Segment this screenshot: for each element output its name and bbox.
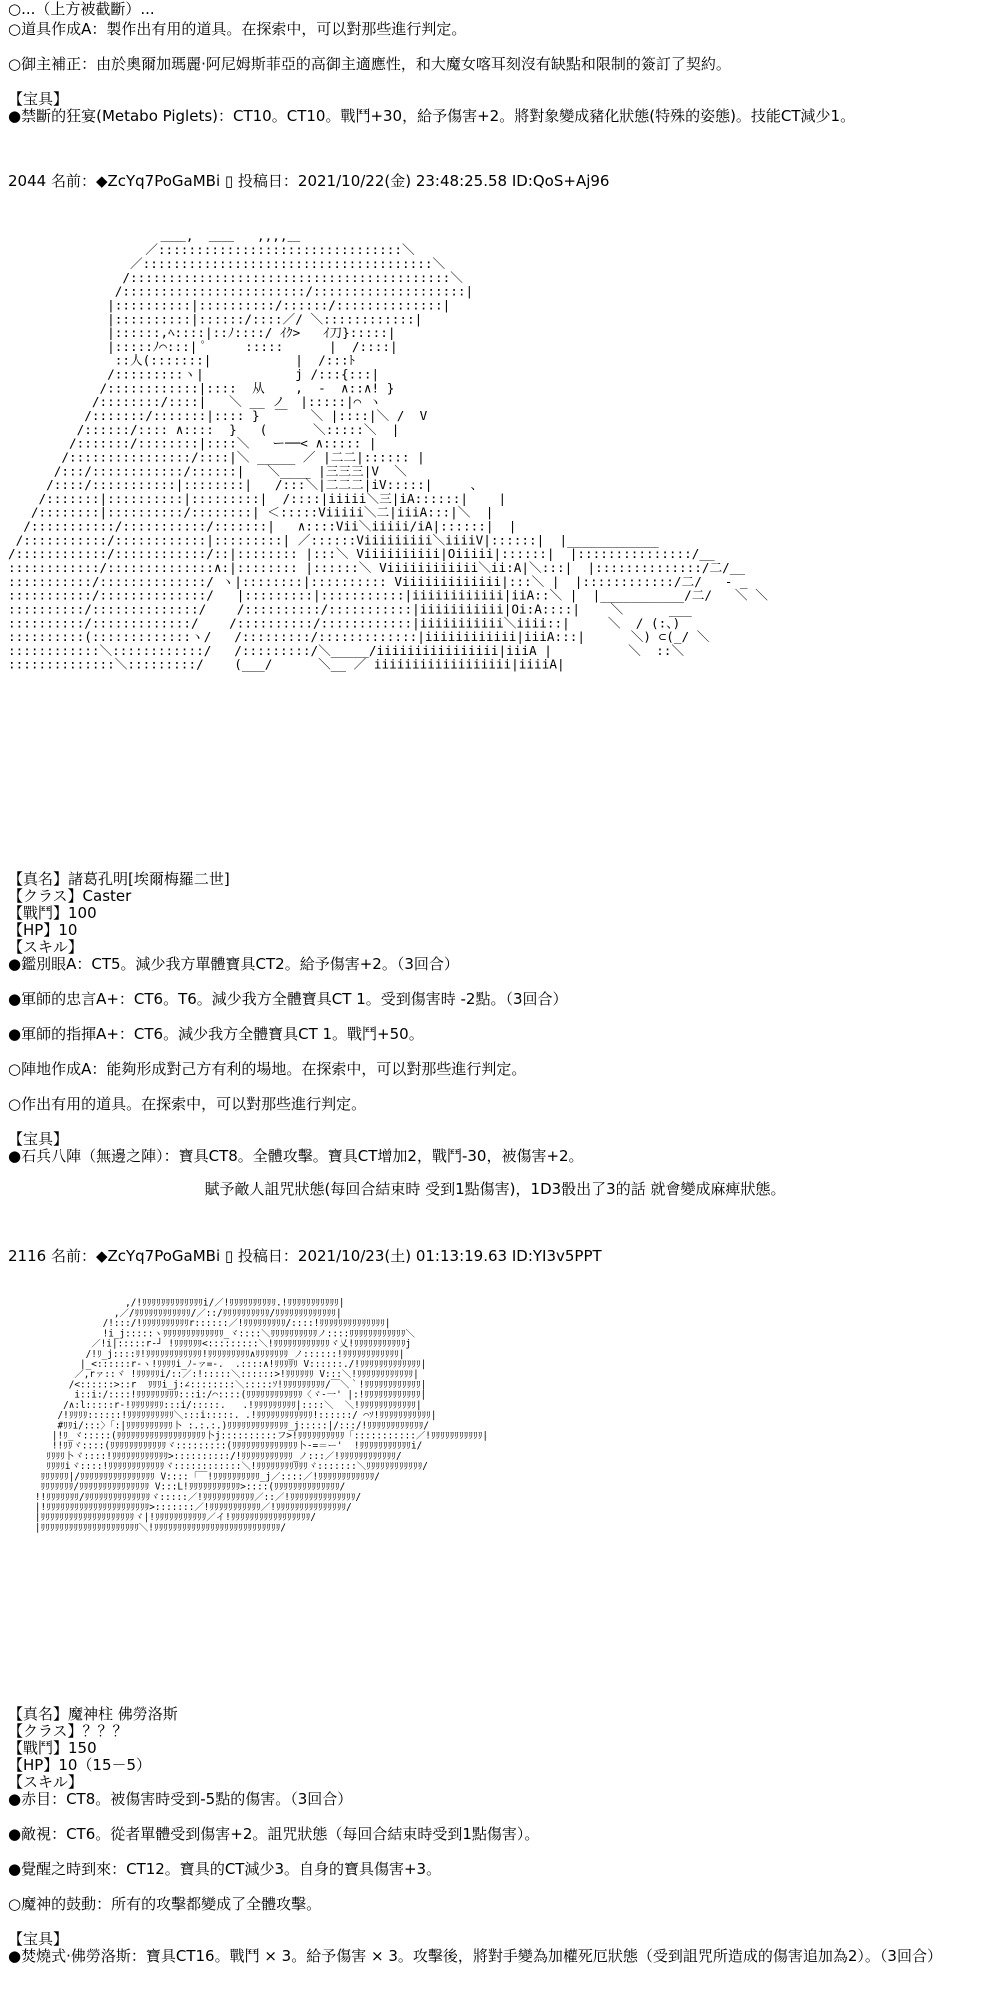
hp-stat: 【HP】10 (8, 921, 78, 939)
skill-item: ●赤目：CT8。被傷害時受到-5點的傷害。（3回合） (8, 1790, 353, 1808)
skill-header: 【スキル】 (8, 938, 83, 956)
skill-item: ○作出有用的道具。在探索中，可以對那些進行判定。 (8, 1095, 367, 1113)
np-entry: ●石兵八陣（無邊之陣）：寶具CT8。全體攻擊。寶具CT增加2，戰鬥-30，被傷害+2。 (8, 1147, 584, 1165)
skill-master-protection: ○御主補正：由於奧爾加瑪麗·阿尼姆斯菲亞的高御主適應性，和大魔女喀耳刻沒有缺點和限制的簽訂了契約。 (8, 55, 731, 73)
skill-item: ●覺醒之時到來：CT12。寶具的CT減少3。自身的寶具傷害+3。 (8, 1860, 442, 1878)
battle-stat: 【戰鬥】100 (8, 904, 97, 922)
skill-item: ○魔神的鼓動：所有的攻擊都變成了全體攻擊。 (8, 1895, 322, 1913)
np-header: 【宝具】 (8, 1930, 69, 1948)
np-header: 【宝具】 (8, 1130, 69, 1148)
skill-tool-making: ○道具作成A：製作出有用的道具。在探索中，可以對那些進行判定。 (8, 20, 467, 38)
class-label: 【クラス】Caster (8, 887, 132, 905)
true-name: 【真名】魔神柱 佛勞洛斯 (8, 1705, 178, 1723)
ascii-art-demon-pillar: ,/!ﾘﾘﾘﾘﾘﾘﾘﾘﾘﾘﾘﾘﾘi/／!ﾘﾘﾘﾘﾘﾘﾘﾘﾘﾘ.!ﾘﾘﾘﾘﾘﾘﾘﾘﾘﾘﾘ| ,／/ﾘﾘﾘﾘﾘﾘﾘﾘﾘﾘﾘﾘ/／::/ﾘﾘﾘﾘﾘﾘﾘﾘﾘﾘ/ﾘﾘﾘﾘﾘﾘﾘﾘﾘﾘﾘﾘﾘ| /!:::/!ﾘﾘﾘﾘﾘﾘﾘﾘﾘﾘr::::::／!ﾘﾘﾘﾘﾘﾘﾘﾘﾘ/::::!ﾘﾘﾘﾘﾘﾘﾘﾘﾘﾘﾘﾘﾘﾘ| !i_j:::::ヽﾘﾘﾘﾘﾘﾘﾘﾘﾘﾘﾘﾘﾘ_ヾ::::＼ﾘﾘﾘﾘﾘﾘﾘﾘﾘﾘノ::::ﾘﾘﾘﾘﾘﾘﾘﾘﾘﾘﾘﾘ＼ ／!i|:::::r‐┘ !ﾘﾘﾘﾘﾘﾘ<:::::::::＼!ﾘﾘﾘﾘﾘﾘﾘﾘﾘﾘﾘﾘヾ乂!ﾘﾘﾘﾘﾘﾘﾘﾘﾘﾘﾘj /!ﾘ_j::::ﾘ!ﾘﾘﾘﾘﾘﾘﾘﾘﾘﾘﾘﾘ!ﾘﾘﾘﾘﾘﾘﾘﾘﾘ∧ﾘﾘﾘﾘﾘﾘﾘ_ノ::::::!ﾘﾘﾘﾘﾘﾘﾘﾘﾘﾘﾘﾘ| |_<::::::r‐ヽ!ﾘﾘﾘﾘi_ﾉ‐ァ=‐. .::::∧!ﾘﾘﾘﾘﾘ V::::::./!ﾘﾘﾘﾘﾘﾘﾘﾘﾘﾘﾘﾘﾘ| ／,rァ::ヾ !ﾘﾘﾘﾘﾘi/::／:!:::::＼::::::>!ﾘﾘﾘﾘﾘﾘ V:::＼!ﾘﾘﾘﾘﾘﾘﾘﾘﾘﾘﾘﾘ| /<::::::>::r ﾘﾘﾘi_j:∠::::::::＼:::::ｿ!ﾘﾘﾘﾘﾘﾘﾘﾘﾘ/￣＼｀!ﾘﾘﾘﾘﾘﾘﾘﾘﾘﾘﾘﾘ| i::i:/::::!ﾘﾘﾘﾘﾘﾘﾘﾘﾘ:::i:/⌒::::(ﾘﾘﾘﾘﾘﾘﾘﾘﾘﾘﾘﾘ〈ヾ‐一' |:!ﾘﾘﾘﾘﾘﾘﾘﾘﾘﾘﾘﾘ| /∧:l:::::r‐!ﾘﾘﾘﾘﾘﾘﾘ:::i/:::::. .!ﾘﾘﾘﾘﾘﾘﾘﾘﾘ|::::＼ ＼!ﾘﾘﾘﾘﾘﾘﾘﾘﾘﾘﾘﾘ| /!ﾘﾘﾘﾘ::::::!ﾘﾘﾘﾘﾘﾘﾘﾘﾘﾘ＼:::i:::::. .!ﾘﾘﾘﾘﾘﾘﾘﾘﾘﾘﾘﾘ!::::::/ ⌒ｿ!ﾘﾘﾘﾘﾘﾘﾘﾘﾘﾘﾘ| #ﾘﾘi/:::〉「:|ﾘﾘﾘﾘﾘﾘﾘﾘﾘﾘ卜 :.:.:.)ﾘﾘﾘﾘﾘﾘﾘﾘﾘﾘﾘﾘﾘ_j:::::|/:::/!ﾘﾘﾘﾘﾘﾘﾘﾘﾘﾘﾘﾘ/ |!ﾘ_ヾ:::::(ﾘﾘﾘﾘﾘﾘﾘﾘﾘﾘﾘﾘﾘﾘﾘﾘﾘﾘﾘ卜j::::::::::フ>!ﾘﾘﾘﾘﾘﾘﾘﾘﾘﾘ「:::::::::::／!ﾘﾘﾘﾘﾘﾘﾘﾘﾘﾘﾘ| !!ﾘﾘヾ::::(ﾘﾘﾘﾘﾘﾘﾘﾘﾘﾘﾘﾘヾ:::::::::(ﾘﾘﾘﾘﾘﾘﾘﾘﾘﾘﾘﾘﾘﾘ卜‐=＝ー' !ﾘﾘﾘﾘﾘﾘﾘﾘﾘﾘﾘi/ ﾘﾘﾘﾘ卜ヾ::::!ﾘﾘﾘﾘﾘﾘﾘﾘﾘﾘﾘﾘ>::::::::::/!ﾘﾘﾘﾘﾘﾘﾘﾘﾘﾘﾘ_ノ:::／!ﾘﾘﾘﾘﾘﾘﾘﾘﾘﾘﾘﾘ/ ﾘﾘﾘﾘiヾ::::!ﾘﾘﾘﾘﾘﾘﾘﾘﾘﾘﾘﾘヾ::::::::::::＼!ﾘﾘﾘﾘﾘﾘﾘﾘﾘﾘﾘヾ:::::::＼ﾘﾘﾘﾘﾘﾘﾘﾘﾘﾘﾘﾘ/ ﾘﾘﾘﾘﾘﾘ|/ﾘﾘﾘﾘﾘﾘﾘﾘﾘﾘﾘﾘﾘﾘﾘﾘ V::::「￣!ﾘﾘﾘﾘﾘﾘﾘﾘﾘﾘ_j／::::／!ﾘﾘﾘﾘﾘﾘﾘﾘﾘﾘﾘﾘ/ ﾘﾘﾘﾘﾘﾘﾘ/ﾘﾘﾘﾘﾘﾘﾘﾘﾘﾘﾘﾘﾘﾘﾘ V:::L!ﾘﾘﾘﾘﾘﾘﾘﾘﾘﾘﾘ>::::(ﾘﾘﾘﾘﾘﾘﾘﾘﾘﾘﾘﾘﾘﾘ/ !!ﾘﾘﾘﾘﾘﾘﾘ/ﾘﾘﾘﾘﾘﾘﾘﾘﾘﾘﾘﾘﾘﾘヾ:::::／!ﾘﾘﾘﾘﾘﾘﾘﾘﾘﾘﾘ／::／!ﾘﾘﾘﾘﾘﾘﾘﾘﾘﾘﾘﾘﾘﾘ/ |!ﾘﾘﾘﾘﾘﾘﾘﾘﾘﾘﾘﾘﾘﾘﾘﾘﾘﾘﾘﾘﾘﾘ>:::::::／!ﾘﾘﾘﾘﾘﾘﾘﾘﾘﾘﾘ／!ﾘﾘﾘﾘﾘﾘﾘﾘﾘﾘﾘﾘﾘﾘﾘ/ |ﾘﾘﾘﾘﾘﾘﾘﾘﾘﾘﾘﾘﾘﾘﾘﾘﾘﾘﾘﾘヾ|!ﾘﾘﾘﾘﾘﾘﾘﾘﾘﾘﾘ／イ!ﾘﾘﾘﾘﾘﾘﾘﾘﾘﾘﾘﾘﾘﾘﾘﾘﾘ/ |ﾘﾘﾘﾘﾘﾘﾘﾘﾘﾘﾘﾘﾘﾘﾘﾘﾘﾘﾘﾘﾘ＼!ﾘﾘﾘﾘﾘﾘﾘﾘﾘﾘﾘﾘﾘﾘﾘﾘﾘﾘﾘﾘﾘﾘﾘﾘﾘﾘﾘ/ (34, 1297, 489, 1533)
skill-item: ○陣地作成A：能夠形成對己方有利的場地。在探索中，可以對那些進行判定。 (8, 1060, 527, 1078)
np-header: 【宝具】 (8, 90, 69, 108)
skill-item: ●軍師的指揮A+：CT6。減少我方全體寶具CT 1。戰鬥+50。 (8, 1025, 424, 1043)
skill-item: ●鑑別眼A：CT5。減少我方單體寶具CT2。給予傷害+2。（3回合） (8, 955, 459, 973)
true-name: 【真名】諸葛孔明[埃爾梅羅二世] (8, 870, 230, 888)
post-header: 2116 名前：◆ZcYq7PoGaMBi ▯ 投稿日：2021/10/23(土) 01:13:19.63 ID:YI3v5PPT (8, 1247, 602, 1265)
hp-stat: 【HP】10（15－5） (8, 1756, 152, 1774)
ascii-art-caster: ＿＿, ＿＿ ,,,,＿ ／::::::::::::::::::::::::::::::::＼ ／::::::::::::::::::::::::::::::::::::::＼ /::::::::::::::::::::::::::::::::::::::::::＼ /::::::::::::::::::::::::/::::::::::::::::::::| |::::::::::|::::::::::/::::::/::::::::::::::| |::::::::::|::::::/::::／/ ＼::::::::::::| |::::::,ﾍ::::|::ﾉ::::/ ｲｸ> ｲ刀}:::::| |:::::ﾉ⌒:::| ﾟ ::::: | /::::| ::人(:::::::| | /:::ﾄ /:::::::::ヽ| j /:::{:::| /::::::::::::|:::: 从 , ‐ ∧::∧! } /::::::::/::::| ＼ __ ノ |:::::|⌒ ヽ /:::::::/:::::::|:::: } ￣ ＼ |::::|＼ / V /::::::/:::: ∧:::: } ( ＼:::::＼ | /:::::::/::::::::|::::＼ ー──< ∧::::: | /::::::::::::::::/::::|＼ _____ ／ |二二|:::::: | /:::/::::::::::::/::::::| ＼____ |三三三|V ＼ /::::/:::::::::::|::::::::| /:::＼|二二二|iV:::::| 、 /:::::::|::::::::::|:::::::::| /::::|iiiii＼三|iA::::::| | /::::::::|::::::::::/::::::::| ＜:::::Viiiii＼二|iiiA:::|＼ | /:::::::::::/:::::::::::/:::::::| ∧::::Vii＼iiiii/iA|::::::| | /:::::::::::/::::::::::::|:::::::::| ／::::::Viiiiiiiii＼iiiiV|::::::| |____________ /::::::::::::/::::::::::::/::|:::::::: |:::＼ Viiiiiiiiii|Oiiiii|::::::| |:::::::::::::::/__ ::::::::::::/::::::::::::::∧:|:::::::: |::::::＼ Viiiiiiiiiiii＼ii:A|＼:::| |::::::::::::::/二/__ :::::::::::/::::::::::::::/ ヽ|::::::::|:::::::::: Viiiiiiiiiiiii|:::＼ | |::::::::::::/二/ ‐ _ :::::::::::/::::::::::::::/ |:::::::::|:::::::::::|iiiiiiiiiiii|iiA::＼ | |___________/二/ ＼ ＼ ::::::::::/::::::::::::::/ /::::::::::/:::::::::::|iiiiiiiiiii|Oi:A::::| ＼ ___ ::::::::::/:::::::::::::/ /::::::::::/::::::::::::|iiiiiiiiiii＼iiii::| ＼ / (:、) ::::::::::(:::::::::::::ヽ/ /:::::::::/:::::::::::::|iiiiiiiiiiii|iiiA:::| ＼) ⊂(_/ ＼ ::::::::::::＼::::::::::::/ /:::::::::/＼_____/iiiiiiiiiiiiiiii|iiiA | ＼ ::＼ ::::::::::::::＼:::::::::/ (___/ ＼__ ／ iiiiiiiiiiiiiiiiii|iiiiA| (8, 228, 768, 673)
post-header: 2044 名前：◆ZcYq7PoGaMBi ▯ 投稿日：2021/10/22(金) 23:48:25.58 ID:QoS+Aj96 (8, 172, 610, 190)
np-entry: ●焚燒式·佛勞洛斯：寶具CT16。戰鬥 × 3。給予傷害 × 3。攻擊後，將對手變為加權死厄狀態（受到詛咒所造成的傷害追加為2）。（3回合） (8, 1947, 942, 1965)
battle-stat: 【戰鬥】150 (8, 1739, 97, 1757)
np-note: 賦予敵人詛咒狀態(每回合結束時 受到1點傷害)，1D3骰出了3的話 就會變成麻痺狀態。 (204, 1180, 786, 1198)
class-label: 【クラス】？？？ (8, 1722, 128, 1740)
np-entry: ●禁斷的狂宴(Metabo Piglets)：CT10。CT10。戰鬥+30，給予傷害+2。將對象變成豬化狀態(特殊的姿態)。技能CT減少1。 (8, 107, 856, 125)
partial-line: ○...（上方被截斷）... (8, 0, 155, 18)
skill-header: 【スキル】 (8, 1773, 83, 1791)
skill-item: ●敵視：CT6。從者單體受到傷害+2。詛咒狀態（每回合結束時受到1點傷害）。 (8, 1825, 540, 1843)
skill-item: ●軍師的忠言A+：CT6。T6。減少我方全體寶具CT 1。受到傷害時 -2點。（3回合） (8, 990, 568, 1008)
